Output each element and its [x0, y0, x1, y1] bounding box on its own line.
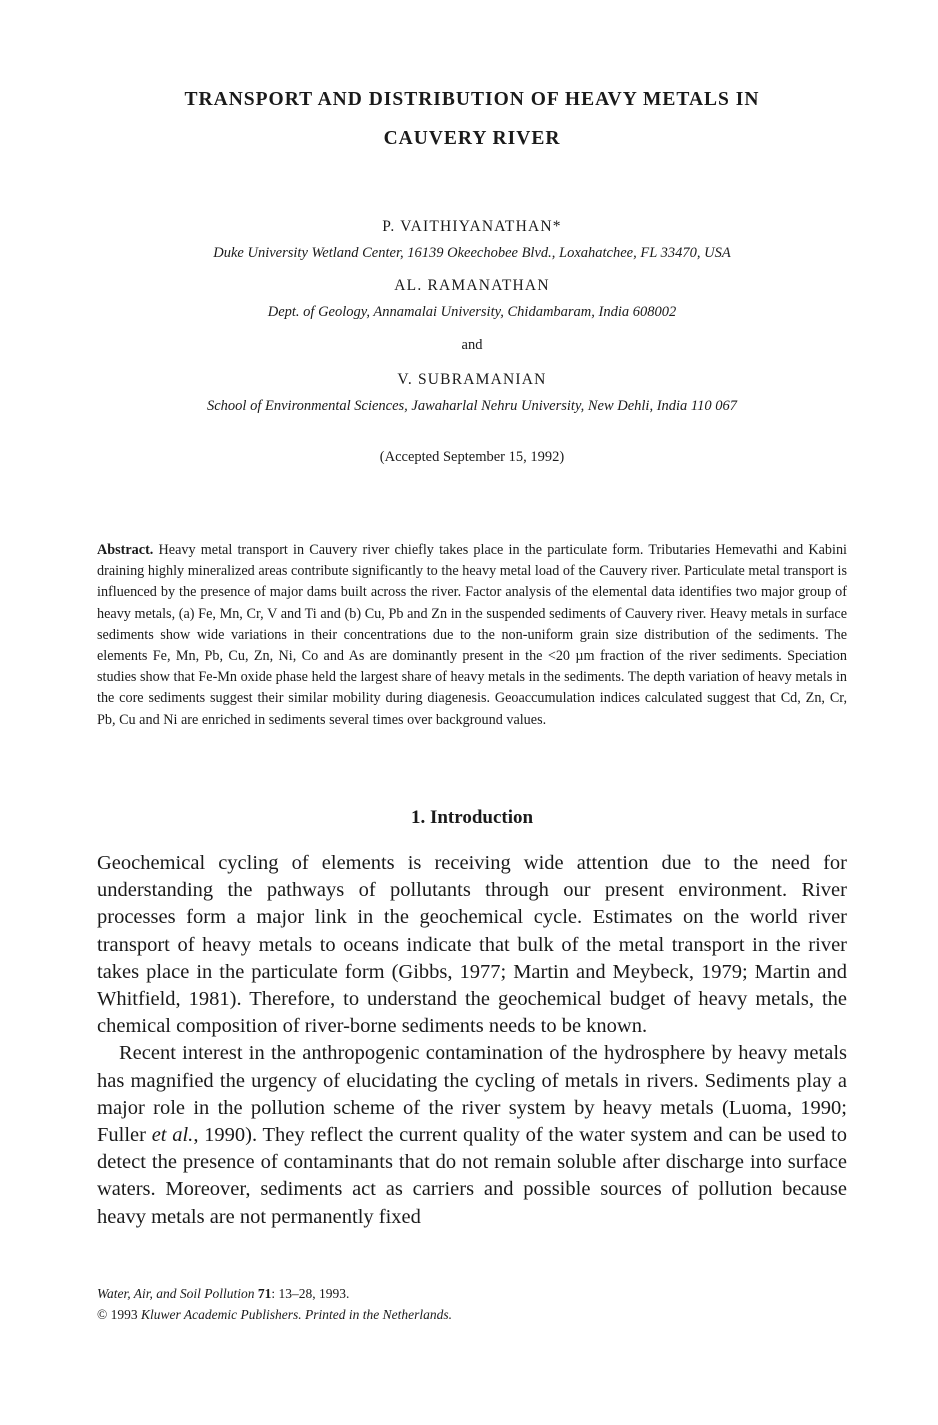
paragraph-2-part-2: , 1990). They reflect the current quality of the water system and can be used to detect the presence of contaminants that do not remain soluble after discharge into surface waters. Moreover, sediments act as carriers and possible sources of pollution because heavy metals are not permanently fixed: [97, 1124, 847, 1228]
journal-pages: : 13–28, 1993.: [271, 1286, 350, 1301]
paragraph-2-part-1: Recent interest in the anthropogenic contamination of the hydrosphere by heavy metals has magnified the urgency of elucidating the cycling of metals in rivers. Sediments play a major role in the pollution scheme of the river system by heavy metals (Luoma, 1990; Fuller: [97, 1042, 847, 1147]
journal-volume: 71: [257, 1286, 272, 1301]
abstract-text: Heavy metal transport in Cauvery river chiefly takes place in the particulate form. Tributaries Hemevathi and Kabini draining highly mineralized areas contribute significantly to the heavy metal load of the Cauvery river. Particulate metal transport is influenced by the presence of major dams built across the river. Factor analysis of the elemental data identifies two major group of heavy metals, (a) Fe, Mn, Cr, V and Ti and (b) Cu, Pb and Zn in the suspended sediments of Cauvery river. Heavy metals in surface sediments show wide variations in their concentrations due to the non-uniform grain size distribution of the sediments. The elements Fe, Mn, Pb, Cu, Zn, Ni, Co and As are dominantly present in the <20 µm fraction of the river sediments. Speciation studies show that Fe-Mn oxide phase held the largest share of heavy metals in the sediments. The depth variation of heavy metals in the core sediments suggest their similar mobility during diagenesis. Geoaccumulation indices calculated suggest that Cd, Zn, Cr, Pb, Cu and Ni are enriched in sediments several times over background values.: [97, 542, 847, 728]
and-separator: and: [461, 337, 483, 353]
paper-title: [97, 80, 847, 158]
affiliation-1: Duke University Wetland Center, 16139 Okeechobee Blvd., Loxahatchee, FL 33470, USA: [213, 245, 731, 261]
publisher: Kluwer Academic Publishers. Printed in the Netherlands.: [141, 1307, 452, 1322]
author-2: AL. RAMANATHAN: [394, 277, 550, 294]
paper-page: [97, 0, 847, 1322]
section-heading: 1. Introduction: [410, 807, 534, 828]
affiliation-2: Dept. of Geology, Annamalai University, Chidambaram, India 608002: [267, 304, 677, 320]
paragraph-2: [97, 1040, 847, 1230]
author-1: P. VAITHIYANATHAN*: [382, 218, 562, 235]
accepted-date: (Accepted September 15, 1992): [379, 449, 565, 465]
introduction-body: [97, 850, 847, 1231]
journal-name: Water, Air, and Soil Pollution: [97, 1286, 255, 1301]
copyright-year: © 1993: [97, 1307, 138, 1322]
et-al: et al.: [151, 1124, 194, 1147]
abstract-label: Abstract.: [97, 542, 154, 558]
abstract: [97, 540, 847, 731]
title-line-2: CAUVERY RIVER: [383, 128, 561, 149]
paragraph-1: Geochemical cycling of elements is receiving wide attention due to the need for understanding the pathways of pollutants through our present environment. River processes form a major link in the geochemical cycle. Estimates on the world river transport of heavy metals to oceans indicate that bulk of the metal transport in the river takes place in the particulate form (Gibbs, 1977; Martin and Meybeck, 1979; Martin and Whitfield, 1981). Therefore, to understand the geochemical budget of heavy metals, the chemical composition of river-borne sediments needs to be known.: [97, 852, 847, 1038]
author-3: V. SUBRAMANIAN: [397, 371, 547, 388]
affiliation-3: School of Environmental Sciences, Jawaharlal Nehru University, New Dehli, India 110 067: [207, 398, 737, 414]
title-line-1: TRANSPORT AND DISTRIBUTION OF HEAVY METALS IN: [184, 89, 760, 110]
citation-line: [97, 1283, 847, 1304]
copyright-line: [97, 1304, 847, 1325]
footer: [97, 1283, 847, 1325]
